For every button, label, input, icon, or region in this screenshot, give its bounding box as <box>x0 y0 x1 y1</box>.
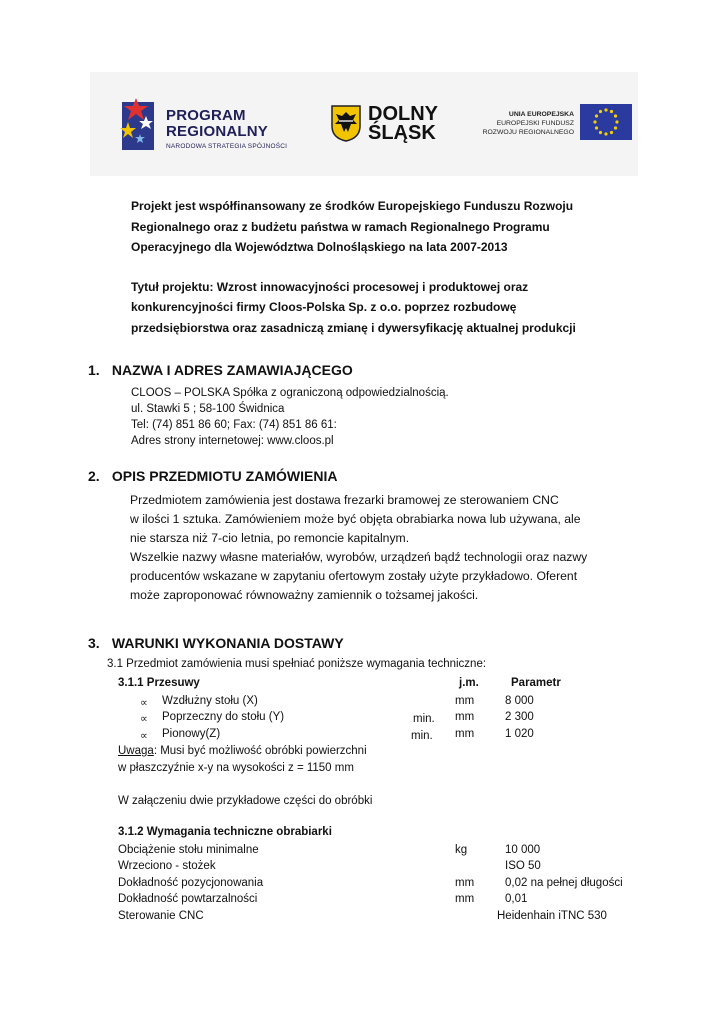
logo-line: DOLNY <box>368 103 438 125</box>
logo-line: UNIA EUROPEJSKA <box>508 111 574 118</box>
street-address: ul. Stawki 5 ; 58-100 Świdnica <box>131 403 285 415</box>
section-2-heading <box>88 468 337 484</box>
address-block <box>131 385 449 449</box>
note-label: Uwaga <box>118 745 154 757</box>
section-title: NAZWA I ADRES ZAMAWIAJĄCEGO <box>111 362 353 378</box>
parameter-label: Wzdłużny stołu (X) <box>162 695 258 707</box>
parameter-value: 1 020 <box>505 728 534 740</box>
section-title: OPIS PRZEDMIOTU ZAMÓWIENIA <box>111 468 338 484</box>
description-line: w ilości 1 sztuka. Zamówieniem może być objęta obrabiarka nowa lub używana, ale <box>130 512 581 526</box>
column-header-unit: j.m. <box>459 677 479 689</box>
spec-label: Sterowanie CNC <box>118 910 204 922</box>
spec-value: Heidenhain iTNC 530 <box>497 910 607 922</box>
program-regionalny-text <box>166 108 287 150</box>
order-description <box>130 491 587 605</box>
bullet-icon: ∝ <box>140 730 148 742</box>
description-line: Wszelkie nazwy własne materiałów, wyrobów, urządzeń bądź technologii oraz nazwy <box>130 550 588 564</box>
description-line: nie starsza niż 7-cio letnia, po remoncie kapitalnym. <box>130 531 410 545</box>
spec-label: Dokładność powtarzalności <box>118 893 258 905</box>
parameter-qualifier: min. <box>413 713 435 725</box>
parameter-label: Poprzeczny do stołu (Y) <box>162 711 285 723</box>
section-number: 3. <box>88 635 100 651</box>
subsection-title: 3.1.2 Wymagania techniczne obrabiarki <box>118 826 332 838</box>
website: Adres strony internetowej: www.cloos.pl <box>131 435 334 447</box>
parameter-unit: mm <box>455 728 475 740</box>
description-line: może zaproponować równoważny zamiennik o tożsamej jakości. <box>130 588 479 602</box>
intro-line: Regionalnego oraz z budżetu państwa w ramach Regionalnego Programu <box>131 219 550 234</box>
dolny-slask-eagle-icon <box>330 104 362 142</box>
spec-value: 0,02 na pełnej długości <box>505 877 623 889</box>
intro-line: Projekt jest współfinansowany ze środków Europejskiego Funduszu Rozwoju <box>131 199 574 213</box>
logo-line: PROGRAM <box>166 107 246 124</box>
company-name: CLOOS – POLSKA Spółka z ograniczoną odpowiedzialnością. <box>131 387 449 399</box>
bullet-icon: ∝ <box>140 697 148 709</box>
spec-label: Obciążenie stołu minimalne <box>118 844 259 856</box>
section-title: WARUNKI WYKONANIA DOSTAWY <box>111 635 344 651</box>
note-text: : Musi być możliwość obróbki powierzchni <box>153 745 367 757</box>
spec-unit: mm <box>455 893 475 905</box>
spec-value: ISO 50 <box>505 860 541 872</box>
title-line: przedsiębiorstwa oraz zasadniczą zmianę i dywersyfikację aktualnej produkcji <box>131 320 576 335</box>
spec-value: 0,01 <box>505 893 528 905</box>
note-line: w płaszczyźnie x-y na wysokości z = 1150 mm <box>118 762 354 774</box>
spec-unit: kg <box>455 844 468 856</box>
spec-label: Dokładność pozycjonowania <box>118 877 264 889</box>
program-regionalny-logo-icon <box>118 96 162 154</box>
eu-flag-icon <box>580 104 632 140</box>
note-line <box>118 745 367 757</box>
logo-subtitle: NARODOWA STRATEGIA SPÓJNOŚCI <box>166 143 288 150</box>
intro-line: Operacyjnego dla Województwa Dolnośląskiego na lata 2007-2013 <box>131 240 508 254</box>
parameter-value: 2 300 <box>505 711 534 723</box>
intro-block <box>131 196 631 338</box>
title-line: konkurencyjności firmy Cloos-Polska Sp. z o.o. poprzez rozbudowę <box>131 300 517 314</box>
parameter-value: 8 000 <box>505 695 534 707</box>
section-1-heading <box>88 362 353 378</box>
title-line: Tytuł projektu: Wzrost innowacyjności procesowej i produktowej oraz <box>131 279 529 294</box>
spec-unit: mm <box>455 877 475 889</box>
logo-line: EUROPEJSKI FUNDUSZ <box>496 120 574 127</box>
section-number: 1. <box>88 362 100 378</box>
section-number: 2. <box>88 468 100 484</box>
parameter-label: Pionowy(Z) <box>162 728 221 740</box>
logo-line: REGIONALNY <box>166 123 269 140</box>
dolny-slask-text <box>368 105 438 143</box>
eu-text <box>470 110 574 137</box>
description-line: Przedmiotem zamówienia jest dostawa frezarki bramowej ze sterowaniem CNC <box>130 493 559 507</box>
spec-value: 10 000 <box>505 844 541 856</box>
parameter-unit: mm <box>455 695 475 707</box>
spec-label: Wrzeciono - stożek <box>118 860 216 872</box>
column-header-parameter: Parametr <box>511 677 561 689</box>
bullet-icon: ∝ <box>140 713 148 725</box>
parameter-unit: mm <box>455 711 475 723</box>
section-3-heading <box>88 635 344 651</box>
logo-line: ROZWOJU REGIONALNEGO <box>482 129 574 136</box>
requirements-intro: 3.1 Przedmiot zamówienia musi spełniać poniższe wymagania techniczne: <box>107 658 487 670</box>
description-line: producentów wskazane w zapytaniu ofertowym zostały użyte przykładowo. Oferent <box>130 569 578 583</box>
phone-fax: Tel: (74) 851 86 60; Fax: (74) 851 86 61: <box>131 419 337 431</box>
parameter-qualifier: min. <box>411 730 433 742</box>
attachment-note: W załączeniu dwie przykładowe części do obróbki <box>118 795 373 807</box>
logo-line: ŚLĄSK <box>368 122 436 144</box>
subsection-title: 3.1.1 Przesuwy <box>118 677 200 689</box>
